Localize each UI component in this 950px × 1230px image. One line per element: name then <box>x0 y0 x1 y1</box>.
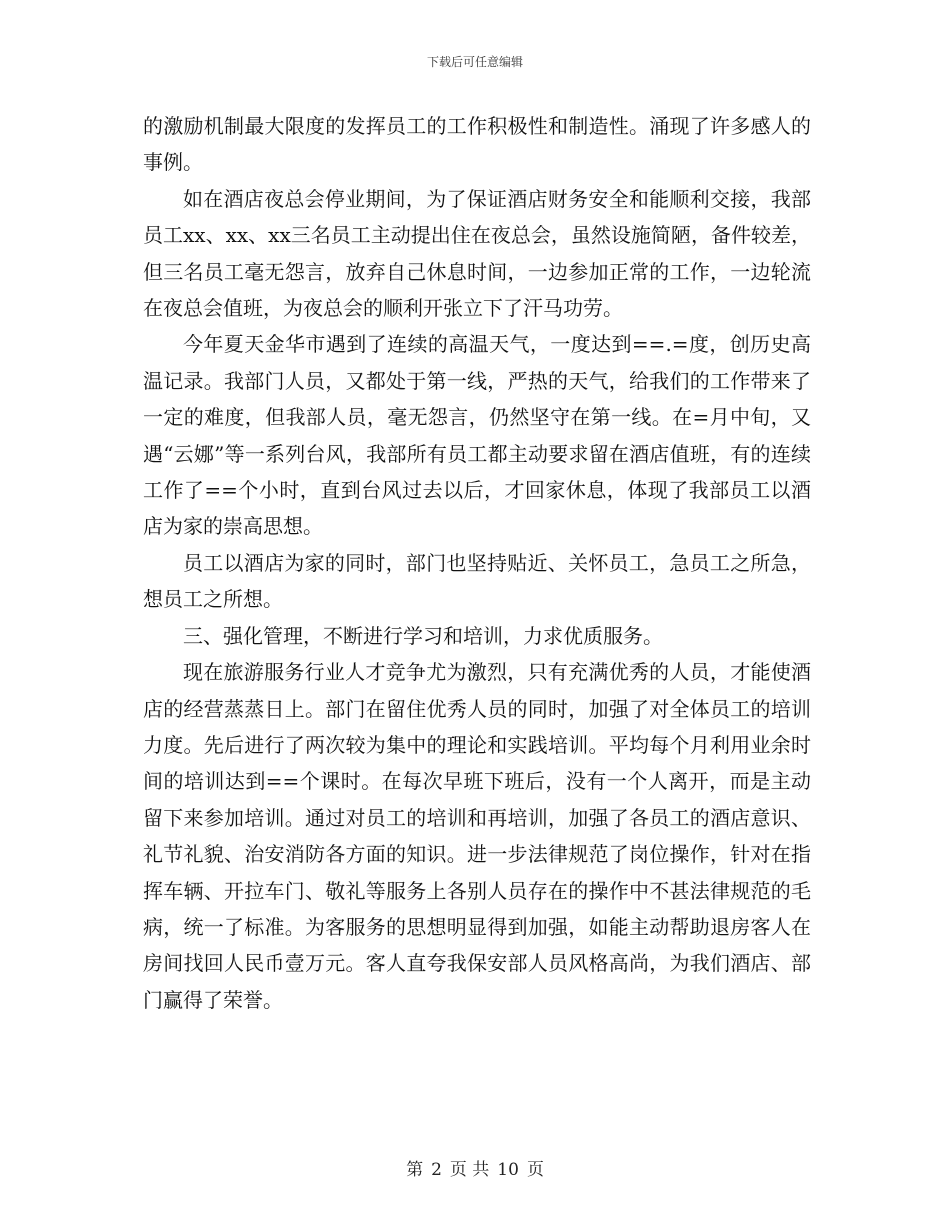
section-heading-management: 三、强化管理，不断进行学习和培训，力求优质服务。 <box>183 623 663 648</box>
paragraph-care: 员工以酒店为家的同时，部门也坚持贴近、关怀员工，急员工之所急，想员工之所想。 <box>143 550 811 612</box>
paragraph-continuation: 的激励机制最大限度的发挥员工的工作积极性和制造性。涌现了许多感人的事例。 <box>143 114 811 175</box>
page-header-note: 下载后可任意编辑 <box>426 55 523 69</box>
footer-prefix: 第 <box>406 1160 424 1180</box>
document-body <box>143 108 811 1018</box>
paragraph-nightclub: 如在酒店夜总会停业期间，为了保证酒店财务安全和能顺利交接，我部员工xx、xx、xx三名员工主动提出住在夜总会，虽然设施简陋，备件较差，但三名员工毫无怨言，放弃自己休息时间，一边参加正常的工作，一边轮流在夜总会值班，为夜总会的顺利开张立下了汗马功劳。 <box>143 186 811 321</box>
footer-total-pages: 10 <box>497 1160 519 1180</box>
footer-suffix: 页 <box>526 1160 544 1180</box>
page-footer <box>0 1155 950 1180</box>
footer-middle: 页 共 <box>449 1160 490 1180</box>
paragraph-heatwave: 今年夏天金华市遇到了连续的高温天气，一度达到==.=度，创历史高温记录。我部门人员，又都处于第一线，严热的天气，给我们的工作带来了一定的难度，但我部人员，毫无怨言，仍然坚守在第一线。在=月中旬，又遇“云娜”等一系列台风，我部所有员工都主动要求留在酒店值班，有的连续工作了==个小时，直到台风过去以后，才回家休息，体现了我部员工以酒店为家的崇高思想。 <box>143 332 811 539</box>
footer-page-number: 2 <box>431 1160 442 1180</box>
paragraph-training: 现在旅游服务行业人才竞争尤为激烈，只有充满优秀的人员，才能使酒店的经营蒸蒸日上。部门在留住优秀人员的同时，加强了对全体员工的培训力度。先后进行了两次较为集中的理论和实践培训。平均每个月利用业余时间的培训达到==个课时。在每次早班下班后，没有一个人离开，而是主动留下来参加培训。通过对员工的培训和再培训，加强了各员工的酒店意识、礼节礼貌、治安消防各方面的知识。进一步法律规范了岗位操作，针对在指挥车辆、开拉车门、敬礼等服务上各别人员存在的操作中不甚法律规范的毛病，统一了标准。为客服务的思想明显得到加强，如能主动帮助退房客人在房间找回人民币壹万元。客人直夸我保安部人员风格高尚，为我们酒店、部门赢得了荣誉。 <box>143 660 811 1012</box>
